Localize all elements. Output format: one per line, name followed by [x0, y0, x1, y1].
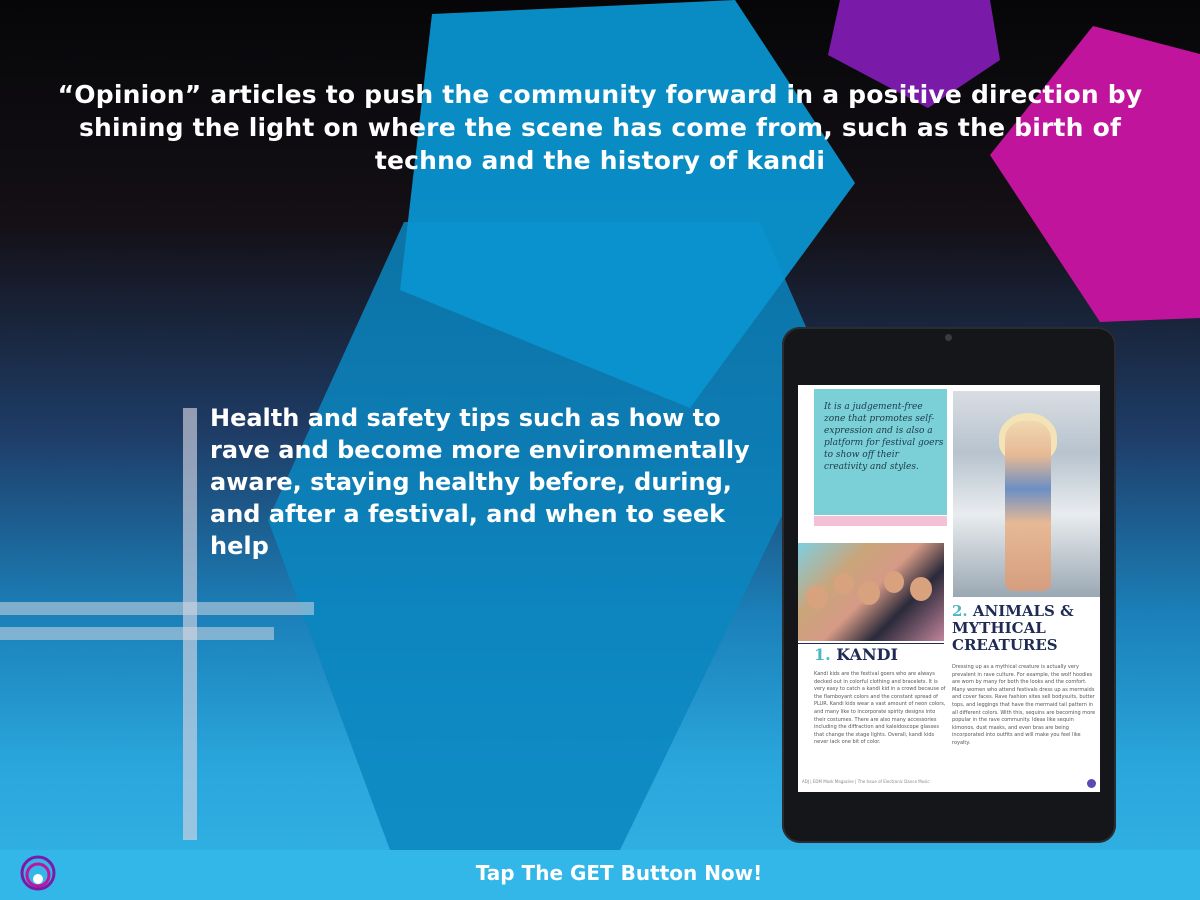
decorative-horizontal-bar-2 — [0, 627, 274, 640]
magazine-page — [798, 385, 1100, 792]
section-1-title: KANDI — [836, 645, 898, 664]
divider — [798, 643, 944, 644]
decorative-horizontal-bar — [0, 602, 314, 615]
pink-strip — [814, 516, 947, 526]
get-button-cta[interactable]: Tap The GET Button Now! — [475, 861, 763, 885]
headline-text: “Opinion” articles to push the community forward in a positive direction by shining the light on where the scene has come from, such as the birth of techno and the history of kandi — [57, 80, 1143, 175]
friends-photo — [798, 543, 944, 641]
page-footer: ADJ | EDM Mask Magazine | The Issue of Electronic Dance Music — [802, 779, 930, 784]
tablet-mockup — [782, 327, 1116, 843]
page-badge-icon — [1087, 779, 1096, 788]
health-tips-text: Health and safety tips such as how to rave and become more environmentally aware, staying healthy before, during, and after a festival, and when to seek help — [210, 404, 750, 560]
section-1-body: Kandi kids are the festival goers who are always decked out in colorful clothing and bracelets. It is very easy to catch a kandi kid in a crowd because of the flamboyant colors and the constant spread of PLUR. Kandi kids wear a vast amount of neon colors, and many like to incorporate spirity designs into their costumes. There are also many accessories including the diffraction and kaleidoscope glasses that change the stage lights. Overall, kandi kids never lack one bit of color. — [814, 671, 946, 746]
decorative-vertical-bar — [183, 408, 197, 840]
section-2-heading — [952, 603, 1098, 654]
pull-quote: It is a judgement-free zone that promotes self-expression and is also a platform for festival goers to show off their creativity and styles. — [824, 402, 944, 472]
camera-dot-icon — [945, 334, 952, 341]
section-1-heading — [814, 646, 944, 664]
section-1-number: 1. — [814, 645, 831, 664]
section-2-number: 2. — [952, 602, 968, 620]
section-2-title: ANIMALS & MYTHICAL CREATURES — [952, 602, 1074, 654]
section-2-body: Dressing up as a mythical creature is actually very prevalent in rave culture. For example, the wolf hoodies are worn by many for both the looks and the comfort. Many women who attend festivals dress up as mermaids and cover faces. Rave fashion sites sell bodysuits, butter tops, and leggings that have the mermaid tail pattern in all different colors. With this, sequins are becoming more popular in the rave community. Ideas like sequin kimonos, dust masks, and even bras are being incorporated into outfits and will make you feel like royalty. — [952, 664, 1096, 746]
festival-girl-photo — [953, 391, 1100, 597]
